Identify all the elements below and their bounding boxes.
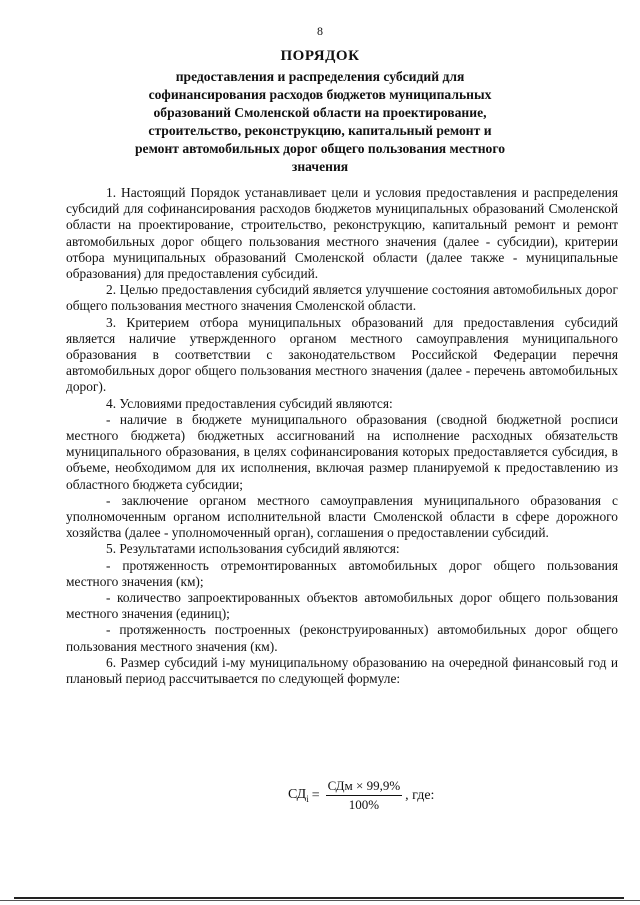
paragraph-4-item-1: - наличие в бюджете муниципального образования (сводной бюджетной росписи местного бюджета) бюджетных ассигнований на исполнение расходных обязательств муниципального образования, в целях софинансирования которых предоставляется субсидия, в объеме, необходимом для их исполнения, включая размер планируемой к предоставлению из областного бюджета субсидии; (66, 411, 618, 492)
subsidy-formula (288, 778, 434, 813)
formula-lhs: $СД_i$ (288, 787, 309, 804)
paragraph-5-item-3: - протяженность построенных (реконструированных) автомобильных дорог общего пользования местного значения (км). (66, 622, 618, 654)
scan-bottom-edge (0, 895, 640, 905)
paragraph-2: 2. Целью предоставления субсидий является улучшение состояния автомобильных дорог общего пользования местного значения Смоленской области. (66, 282, 618, 314)
formula-numerator: СДм × 99,9% (326, 778, 403, 796)
formula-suffix: , где: (405, 787, 435, 803)
formula-fraction (326, 778, 403, 813)
formula-lhs-subscript: i (306, 793, 309, 804)
paragraph-4: 4. Условиями предоставления субсидий являются: (106, 395, 393, 411)
paragraph-5-item-2: - количество запроектированных объектов автомобильных дорог общего пользования местного значения (единиц); (66, 590, 618, 622)
document-subtitle: предоставления и распределения субсидий для софинансирования расходов бюджетов муниципальных образований Смоленской области на проектирование, строительство, реконструкцию, капитальный ремонт и ремонт автомобильных дорог общего пользования местного значения (134, 69, 505, 174)
paragraph-6: 6. Размер субсидий i-му муниципальному образованию на очередной финансовый год и плановый период рассчитывается по следующей формуле: (66, 654, 618, 687)
paragraph-4-item-2: - заключение органом местного самоуправления муниципального образования с уполномоченным органом исполнительной власти Смоленской области в сфере дорожного хозяйства (далее - уполномоченный орган), соглашения о предоставлении субсидий. (66, 492, 618, 541)
document-body (66, 185, 618, 687)
formula-denominator: 100% (348, 797, 380, 812)
paragraph-3: 3. Критерием отбора муниципальных образований для предоставления субсидий является наличие утвержденного органом местного самоуправления муниципального образования в соответствии с законодательством Российской Федерации перечня автомобильных дорог общего пользования местного значения (далее - перечень автомобильных дорог). (66, 314, 618, 395)
paragraph-5: 5. Результатами использования субсидий являются: (106, 541, 400, 557)
formula-equals: = (311, 787, 320, 803)
page-number: 8 (317, 24, 323, 38)
paragraph-1: 1. Настоящий Порядок устанавливает цели и условия предоставления и распределения субсидий для софинансирования расходов бюджетов муниципальных образований Смоленской области на проектирование, строительство, реконструкцию, капитальный ремонт и ремонт автомобильных дорог общего пользования местного значения (далее - субсидии), критерии отбора муниципальных образований Смоленской области (далее также - муниципальные образования) для предоставления субсидий. (66, 185, 618, 282)
paragraph-5-item-1: - протяженность отремонтированных автомобильных дорог общего пользования местного значения (км); (66, 557, 618, 589)
document-title: ПОРЯДОК (280, 48, 360, 64)
